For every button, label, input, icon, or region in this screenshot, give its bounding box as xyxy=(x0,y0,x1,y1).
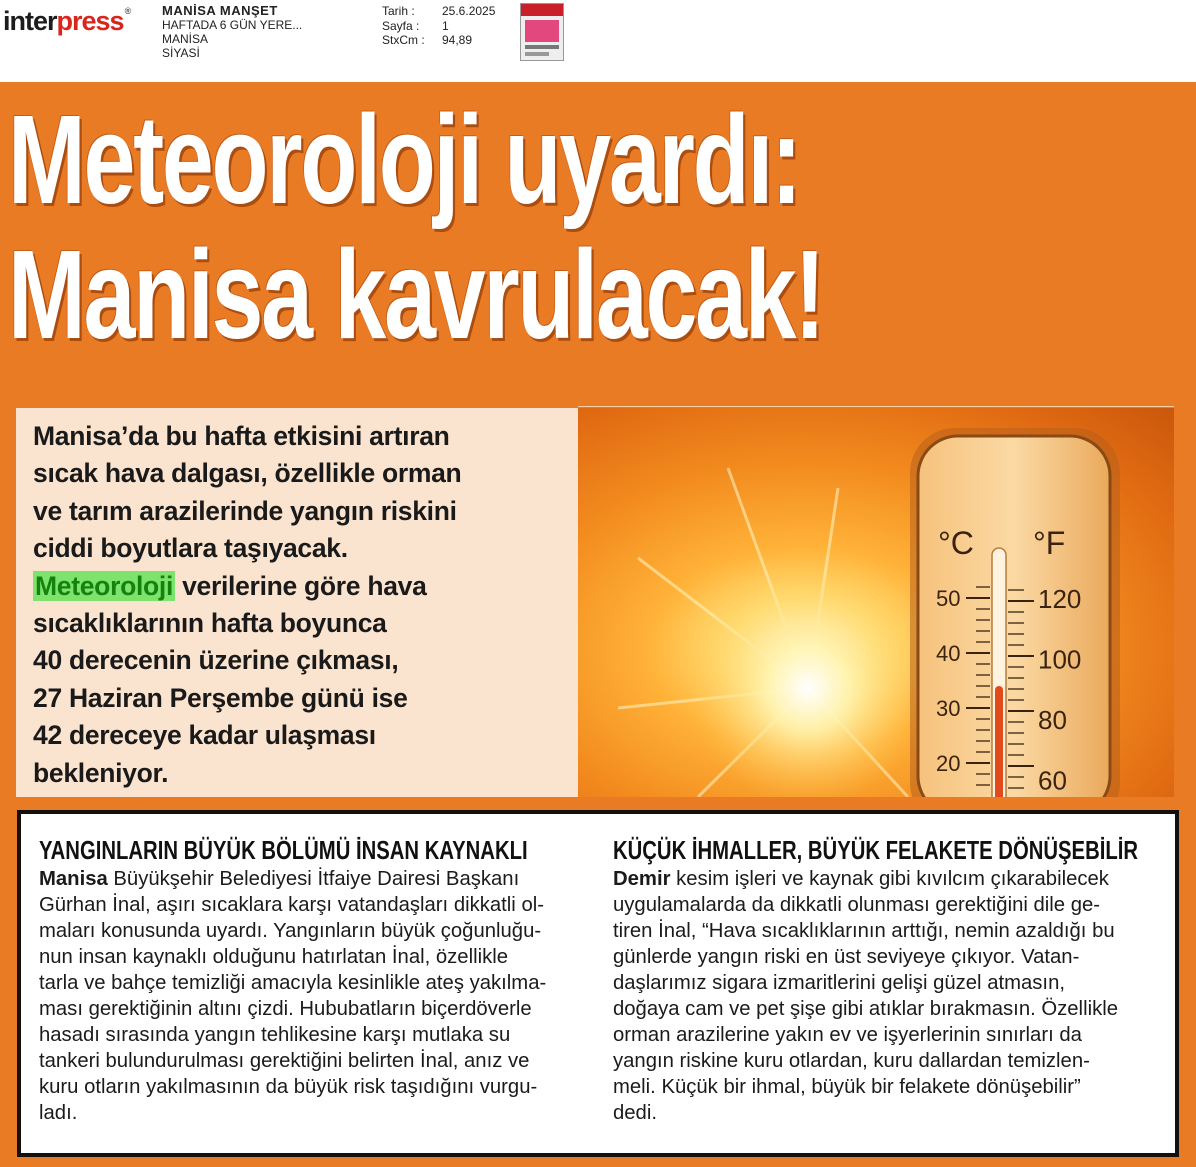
paragraph-line: daşlarımız sigara izmaritlerini gelişi güzel atmasın, xyxy=(613,972,1065,994)
paragraph-line: kuru otların yakılmasının da büyük risk taşıdığını vurgu- xyxy=(39,1076,538,1098)
size-value: 94,89 xyxy=(442,33,473,47)
spot-line: sıcaklıklarının hafta boyunca xyxy=(33,608,387,639)
headline-line-1: Meteoroloji uyardı: xyxy=(8,89,800,230)
celsius-tick-label: 20 xyxy=(936,751,961,776)
spot-text xyxy=(33,418,573,792)
left-column-heading: YANGINLARIN BÜYÜK BÖLÜMÜ İNSAN KAYNAKLI xyxy=(39,835,528,865)
left-column xyxy=(39,836,584,1126)
right-column-body xyxy=(613,866,1158,1126)
paragraph-line xyxy=(39,866,584,892)
sun-glow xyxy=(688,568,928,797)
thermometer-illustration xyxy=(578,408,1174,797)
logo-main-text: inter xyxy=(3,6,57,36)
paragraph-line: ması gerektiğinin altını çizdi. Hububatların biçerdöverle xyxy=(39,998,532,1020)
paragraph-text: Büyükşehir Belediyesi İtfaiye Dairesi Başkanı xyxy=(107,868,520,890)
celsius-tick-label: 50 xyxy=(936,586,961,611)
right-column xyxy=(613,836,1158,1126)
paragraph-line: nun insan kaynaklı olduğunu hatırlatan İnal, özellikle xyxy=(39,946,509,968)
thumbnail-text-line xyxy=(525,52,549,56)
interpress-logo xyxy=(3,6,130,37)
publication-name: MANİSA MANŞET xyxy=(162,3,278,18)
paragraph-line: maları konusunda uyardı. Yangınların büyük çoğunluğu- xyxy=(39,920,542,942)
celsius-tick-label: 40 xyxy=(936,641,961,666)
paragraph-line: yangın riskine kuru otlardan, kuru dallardan temizlen- xyxy=(613,1050,1090,1072)
paragraph-line: tankeri bulundurulması gerektiğini belirten İnal, anız ve xyxy=(39,1050,530,1072)
fahrenheit-tick-label: 100 xyxy=(1038,644,1082,675)
clip-city: MANİSA xyxy=(162,32,209,46)
spot-line: bekleniyor. xyxy=(33,757,169,788)
fahrenheit-tick-label: 60 xyxy=(1038,765,1067,796)
spot-line: 40 derecenin üzerine çıkması, xyxy=(33,645,399,676)
clip-title: HAFTADA 6 GÜN YERE... xyxy=(162,18,303,32)
paragraph-line: ladı. xyxy=(39,1102,78,1124)
paragraph-line: dedi. xyxy=(613,1102,657,1124)
spot-line: 27 Haziran Perşembe günü ise xyxy=(33,682,408,713)
paragraph-line: tiren İnal, “Hava sıcaklıklarının arttığı, nemin azaldığı bu xyxy=(613,920,1115,942)
date-row xyxy=(382,4,495,19)
spot-line: ve tarım arazilerinde yangın riskini xyxy=(33,495,457,526)
paragraph-line: günlerde yangın riski en üst seviyeye çıkıyor. Vatan- xyxy=(613,946,1080,968)
spot-panel xyxy=(16,408,578,797)
fahrenheit-unit: °F xyxy=(1033,525,1066,561)
lead-word: Demir xyxy=(613,868,671,890)
lead-word: Manisa xyxy=(39,868,108,890)
page-label: Sayfa : xyxy=(382,18,420,33)
columns-box xyxy=(17,810,1179,1157)
page-value: 1 xyxy=(442,18,449,33)
clip-source-info xyxy=(162,4,302,60)
spot-line: sıcak hava dalgası, özellikle orman xyxy=(33,458,462,489)
thumbnail-text-line xyxy=(525,45,559,49)
clip-header xyxy=(0,0,1196,82)
size-row xyxy=(382,33,495,48)
paragraph-line: doğaya cam ve pet şişe gibi atıklar bırakmasın. Özellikle xyxy=(613,998,1119,1020)
paragraph-line: orman arazilerine yakın ev ve işyerlerinin sınırları da xyxy=(613,1024,1082,1046)
page-thumbnail[interactable] xyxy=(520,3,564,61)
spot-line: 42 dereceye kadar ulaşması xyxy=(33,720,376,751)
spot-line: Manisa’da bu hafta etkisini artıran xyxy=(33,421,450,451)
headline xyxy=(8,89,881,365)
fahrenheit-tick-label: 80 xyxy=(1038,705,1067,735)
paragraph-line: hasadı sırasında yangın tehlikesine karşı mutlaka su xyxy=(39,1024,511,1046)
headline-line-2: Manisa kavrulacak! xyxy=(8,224,824,365)
paragraph-line: Gürhan İnal, aşırı sıcaklara karşı vatandaşları dikkatli ol- xyxy=(39,894,544,916)
thumbnail-photo xyxy=(525,20,559,42)
date-value: 25.6.2025 xyxy=(442,4,496,18)
thumbnail-masthead xyxy=(521,4,563,16)
thermometer-photo xyxy=(578,408,1174,797)
celsius-tick-label: 30 xyxy=(936,696,961,721)
mercury-column xyxy=(995,686,1003,797)
highlighted-term: Meteoroloji xyxy=(35,570,174,601)
size-label: StxCm : xyxy=(382,33,425,47)
celsius-unit: °C xyxy=(938,525,974,561)
paragraph-line: tarla ve bahçe temizliği amacıyla kesinlikle ateş yakılma- xyxy=(39,972,547,994)
paragraph-line: uygulamalarda da dikkatli olunması gerektiğini dile ge- xyxy=(613,894,1101,916)
fahrenheit-tick-label: 120 xyxy=(1038,584,1082,614)
date-label: Tarih : xyxy=(382,4,415,18)
clip-category: SİYASİ xyxy=(162,46,200,60)
paragraph-line xyxy=(613,866,1158,892)
spot-line: verilerine göre hava xyxy=(175,570,427,601)
clip-meta xyxy=(382,4,495,48)
page-row xyxy=(382,19,495,34)
divider xyxy=(578,406,1174,407)
spot-line: ciddi boyutlara taşıyacak. xyxy=(33,533,348,564)
paragraph-line: meli. Küçük bir ihmal, büyük bir felakete dönüşebilir” xyxy=(613,1076,1081,1098)
registered-mark: ® xyxy=(124,6,131,16)
article xyxy=(0,82,1196,1167)
right-column-heading: KÜÇÜK İHMALLER, BÜYÜK FELAKETE DÖNÜŞEBİLİR xyxy=(613,835,1139,865)
left-column-body xyxy=(39,866,584,1126)
paragraph-text: kesim işleri ve kaynak gibi kıvılcım çıkarabilecek xyxy=(670,868,1109,890)
logo-accent-text: press xyxy=(56,6,124,36)
